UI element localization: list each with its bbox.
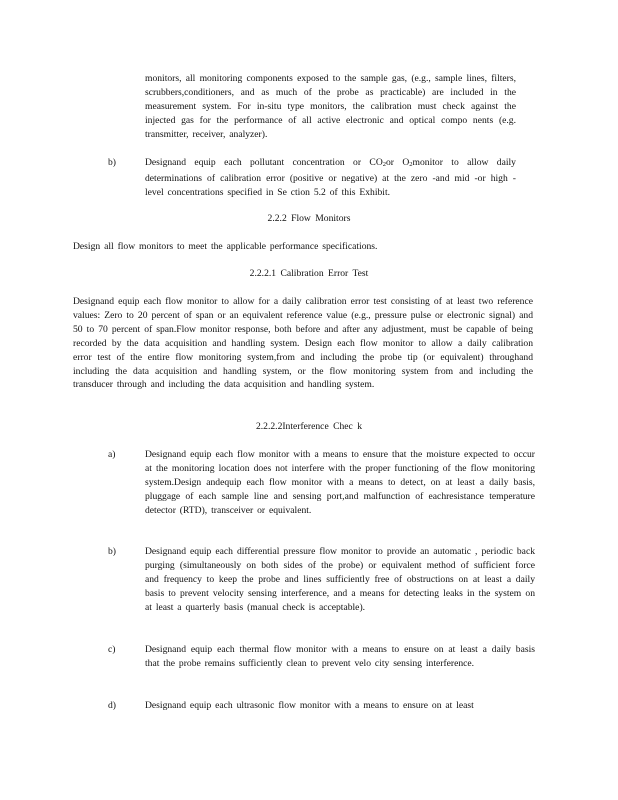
item-b-label: b) <box>108 157 116 168</box>
item-b-pollutant-paragraph: Designand equip each pollutant concentration or CO2or O2monitor to allow daily determinations of calibration error (positive or negative) at the zero -and mid -or high -level concentrations specified in Se ction 5.2 of this Exhibit. <box>145 157 516 198</box>
interference-item-b-label: b) <box>108 546 116 557</box>
calibration-error-paragraph: Designand equip each flow monitor to allow for a daily calibration error test consisting of at least two reference values: Zero to 20 percent of span or an equivalent reference value (e.g., pressure pulse or electronic signal) and 50 to 70 percent of span.Flow monitor response, both before and after any adjustment, must be capable of being recorded by the data acquisition and handling system. Design each flow monitor to allow a daily calibration error test of the entire flow monitoring system,from and including the probe tip (or equivalent) throughand including the data acquisition and handling system, or the flow monitoring system from and including the transducer through and including the data acquisition and handling system. <box>73 296 533 391</box>
interference-item-a-label: a) <box>108 449 116 460</box>
section-heading-interference-check: 2.2.2.2Interference Chec k <box>255 421 363 432</box>
interference-item-a-paragraph: Designand equip each flow monitor with a means to ensure that the moisture expected to occur at the monitoring location does not interfere with the proper functioning of the flow monitoring system.Design andequip each flow monitor with a means to detect, on at least a daily basis, pluggage of each sample line and sensing port,and malfunction of eachresistance temperature detector (RTD), transceiver or equivalent. <box>145 449 535 516</box>
intro-continuation-paragraph: monitors, all monitoring components exposed to the sample gas, (e.g., sample lines, filters, scrubbers,conditioners, and as much of the probe as practicable) are included in the measurement system. For in-situ type monitors, the calibration must check against the injected gas for the performance of all active electronic and optical compo nents (e.g. transmitter, receiver, analyzer). <box>145 73 516 140</box>
interference-item-d-label: d) <box>108 700 116 711</box>
interference-item-b-paragraph: Designand equip each differential pressure flow monitor to provide an automatic , periodic back purging (simultaneously on both sides of the probe) or equivalent method of sufficient force and frequency to keep the probe and lines sufficiently free of obstructions on at least a daily basis to prevent velocity sensing interference, and a means for detecting leaks in the system on at least a quarterly basis (manual check is acceptable). <box>145 546 535 613</box>
flow-monitors-intro: Design all flow monitors to meet the applicable performance specifications. <box>73 241 378 252</box>
interference-item-c-label: c) <box>108 644 116 655</box>
section-heading-flow-monitors: 2.2.2 Flow Monitors <box>267 213 351 224</box>
interference-item-c-paragraph: Designand equip each thermal flow monitor with a means to ensure on at least a daily basis that the probe remains sufficiently clean to prevent velo city sensing interference. <box>145 644 535 669</box>
interference-item-d-paragraph: Designand equip each ultrasonic flow monitor with a means to ensure on at least <box>145 700 474 711</box>
section-heading-calibration-error-test: 2.2.2.1 Calibration Error Test <box>249 268 369 279</box>
